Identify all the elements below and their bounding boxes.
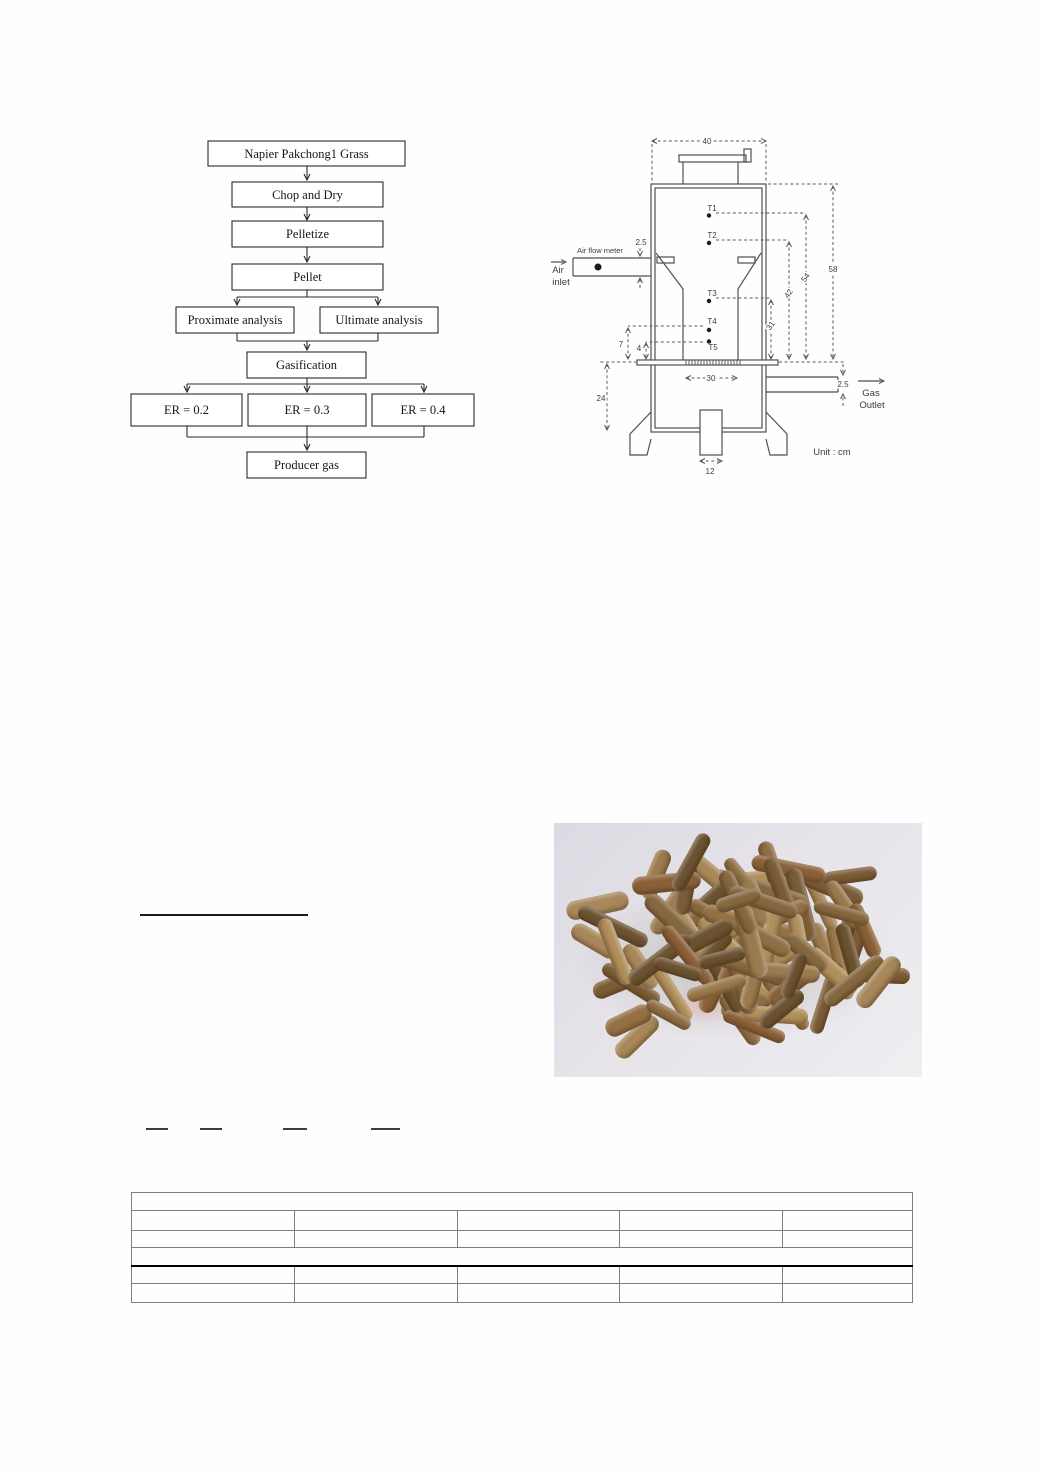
table-cell xyxy=(458,1284,620,1303)
dim-30: 30 xyxy=(706,374,716,383)
equation-underline xyxy=(200,1128,222,1130)
results-table xyxy=(131,1192,913,1303)
node-label: Producer gas xyxy=(274,458,339,472)
dim-gas-pipe: 2.5 xyxy=(837,380,849,389)
t3-dot xyxy=(707,299,711,303)
table-cell xyxy=(620,1231,783,1248)
dim-54: 54 xyxy=(799,271,812,284)
node-er-02 xyxy=(131,394,242,426)
air-inlet-pipe xyxy=(573,258,651,276)
table-header-merged-cell xyxy=(132,1193,913,1211)
dim-top-width: 40 xyxy=(702,137,712,146)
table-cell xyxy=(783,1284,913,1303)
thermocouples xyxy=(707,204,718,352)
equation-underline xyxy=(371,1128,400,1130)
table-section-merged-cell xyxy=(132,1248,913,1266)
table-cell xyxy=(620,1284,783,1303)
dim-7: 7 xyxy=(618,340,624,349)
node-label: ER = 0.3 xyxy=(284,403,330,417)
table-cell xyxy=(295,1284,458,1303)
node-label: Proximate analysis xyxy=(187,313,283,327)
equation-underline xyxy=(283,1128,307,1130)
inlet-label: inlet xyxy=(552,277,570,288)
node-label: ER = 0.4 xyxy=(400,403,446,417)
node-label: Chop and Dry xyxy=(272,188,343,202)
node-producer-gas xyxy=(247,452,366,478)
table-cell xyxy=(620,1266,783,1284)
table-cell xyxy=(783,1266,913,1284)
funnel-right xyxy=(738,253,761,360)
leg-right xyxy=(766,412,787,455)
lid-neck xyxy=(683,162,738,184)
table-cell xyxy=(132,1231,295,1248)
gasifier-body xyxy=(573,149,838,455)
air-nozzle-right xyxy=(738,257,755,263)
t1-label: T1 xyxy=(707,204,717,213)
t4-label: T4 xyxy=(707,317,717,326)
node-label: Pellet xyxy=(293,270,322,284)
node-proximate-analysis xyxy=(176,307,294,333)
table-cell xyxy=(295,1266,458,1284)
gas-label: Gas xyxy=(862,388,880,399)
node-label: Gasification xyxy=(275,358,338,372)
table-cell xyxy=(620,1211,783,1231)
table-cell xyxy=(132,1284,295,1303)
node-gasification xyxy=(247,352,366,378)
node-label: Pelletize xyxy=(285,227,330,241)
lid-bar xyxy=(679,155,746,162)
t4-dot xyxy=(707,328,711,332)
table-cell xyxy=(132,1266,295,1284)
outlet-label: Outlet xyxy=(859,400,885,411)
t1-dot xyxy=(707,213,711,217)
node-er-03 xyxy=(248,394,366,426)
t5-label: T5 xyxy=(708,343,718,352)
node-er-04 xyxy=(372,394,474,426)
equation-underline xyxy=(146,1128,168,1130)
table-cell xyxy=(295,1211,458,1231)
node-napier-grass xyxy=(208,141,405,166)
dim-4: 4 xyxy=(636,344,642,353)
grate xyxy=(637,360,778,365)
air-label: Air xyxy=(552,265,564,276)
flow-meter-dot xyxy=(595,264,602,271)
node-pellet xyxy=(232,264,383,290)
node-chop-and-dry xyxy=(232,182,383,207)
node-label: Napier Pakchong1 Grass xyxy=(244,147,369,161)
dim-31: 31 xyxy=(764,319,777,332)
t2-dot xyxy=(707,241,711,245)
node-pelletize xyxy=(232,221,383,247)
table-cell xyxy=(295,1231,458,1248)
table-cell xyxy=(783,1211,913,1231)
table-cell xyxy=(458,1266,620,1284)
dim-58: 58 xyxy=(828,265,838,274)
table-cell xyxy=(458,1211,620,1231)
gasifier-figure xyxy=(530,118,942,490)
node-label: Ultimate analysis xyxy=(335,313,423,327)
flowchart-figure xyxy=(120,130,490,490)
node-label: ER = 0.2 xyxy=(164,403,209,417)
funnel-left xyxy=(656,253,683,360)
ash-pipe xyxy=(700,410,722,455)
table-cell xyxy=(132,1211,295,1231)
dim-24: 24 xyxy=(596,394,606,403)
node-ultimate-analysis xyxy=(320,307,438,333)
footnote-rule xyxy=(140,914,308,916)
pellet-photo xyxy=(554,823,922,1077)
air-flow-meter-label: Air flow meter xyxy=(577,246,623,255)
t3-label: T3 xyxy=(707,289,717,298)
leg-left xyxy=(630,412,651,455)
dim-12: 12 xyxy=(705,467,715,476)
t2-label: T2 xyxy=(707,231,717,240)
table-cell xyxy=(783,1231,913,1248)
gas-outlet-pipe xyxy=(766,377,838,392)
unit-label: Unit : cm xyxy=(813,447,851,458)
table-cell xyxy=(458,1231,620,1248)
dim-42: 42 xyxy=(782,287,795,300)
dim-air-pipe: 2.5 xyxy=(635,238,647,247)
